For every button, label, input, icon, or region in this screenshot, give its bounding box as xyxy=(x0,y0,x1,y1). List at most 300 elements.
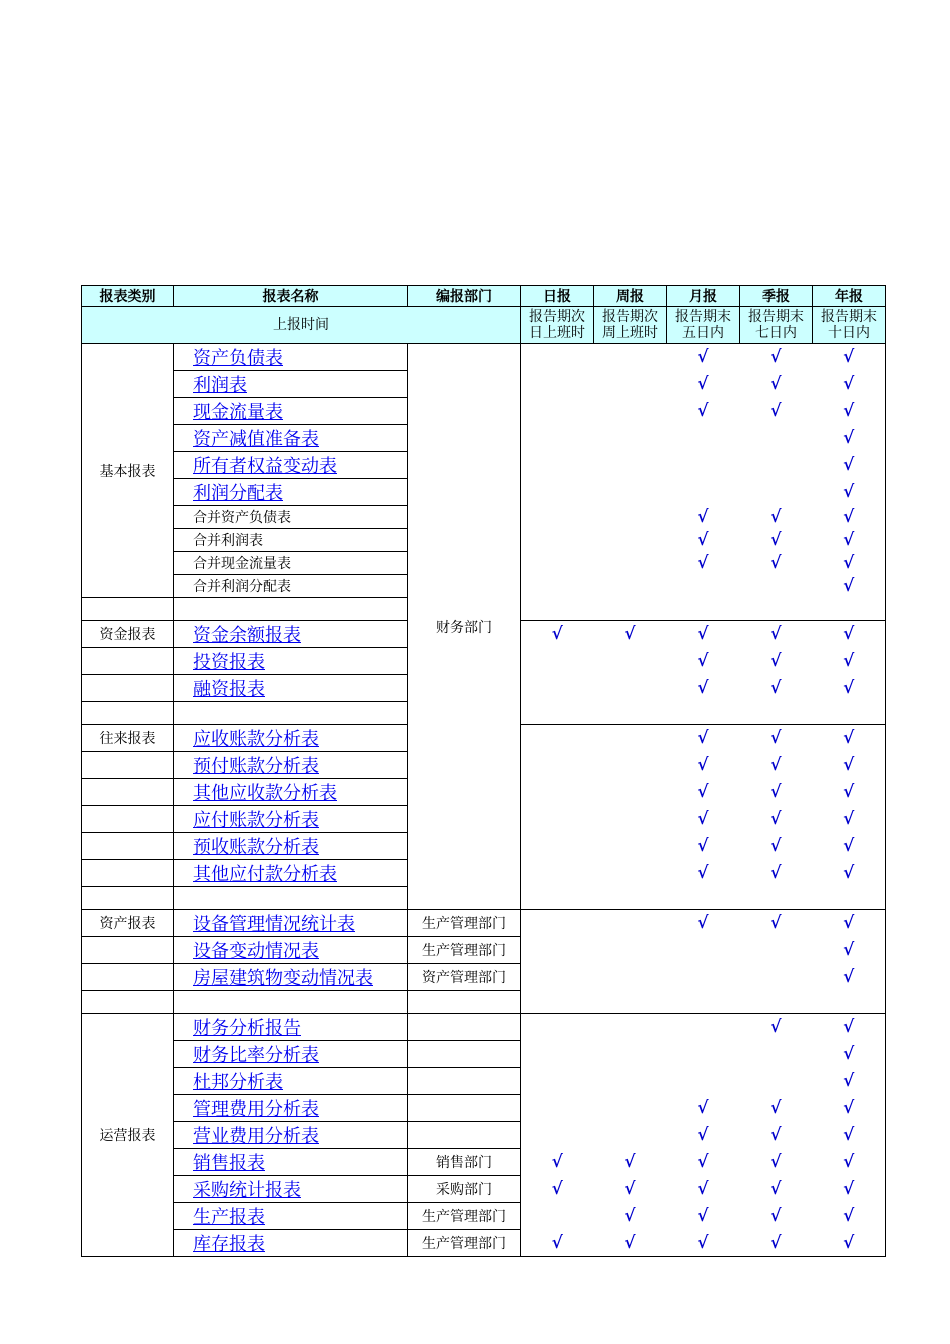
check-cell xyxy=(740,529,813,552)
check-icon: √ xyxy=(697,809,709,829)
check-icon: √ xyxy=(843,624,855,645)
check-icon: √ xyxy=(843,374,855,394)
check-icon: √ xyxy=(697,374,709,394)
check-cell xyxy=(521,479,594,506)
check-cell xyxy=(594,964,667,991)
check-cell xyxy=(667,887,740,910)
table-row xyxy=(82,910,886,937)
check-icon: √ xyxy=(770,1017,782,1038)
check-cell xyxy=(667,398,740,425)
check-cell xyxy=(740,752,813,779)
check-cell xyxy=(521,860,594,887)
report-name-cell xyxy=(174,1041,408,1068)
report-name: 合并利润分配表 xyxy=(193,579,291,595)
report-link[interactable]: 财务比率分析表 xyxy=(193,1045,319,1066)
check-cell xyxy=(667,910,740,937)
check-icon: √ xyxy=(843,1125,855,1145)
check-cell xyxy=(667,452,740,479)
report-name-cell xyxy=(174,552,408,575)
check-cell xyxy=(521,1176,594,1203)
report-link[interactable]: 资产减值准备表 xyxy=(193,429,319,450)
report-name-cell xyxy=(174,806,408,833)
report-name-cell xyxy=(174,1203,408,1230)
check-icon: √ xyxy=(551,1232,563,1253)
report-name-cell xyxy=(174,702,408,725)
check-cell xyxy=(521,529,594,552)
check-icon: √ xyxy=(843,1098,855,1118)
check-icon: √ xyxy=(770,530,782,550)
check-icon: √ xyxy=(770,782,782,802)
check-icon: √ xyxy=(697,678,709,698)
table-row xyxy=(82,937,886,964)
table-row xyxy=(82,1095,886,1122)
check-icon: √ xyxy=(697,1125,709,1145)
check-cell xyxy=(740,675,813,702)
check-cell xyxy=(594,910,667,937)
check-cell xyxy=(594,529,667,552)
check-cell xyxy=(740,833,813,860)
report-link[interactable]: 营业费用分析表 xyxy=(193,1126,319,1147)
report-link[interactable]: 预收账款分析表 xyxy=(193,837,319,858)
check-cell xyxy=(521,648,594,675)
check-cell xyxy=(521,1068,594,1095)
check-icon: √ xyxy=(697,863,709,883)
check-cell xyxy=(521,910,594,937)
check-cell xyxy=(740,621,813,648)
category-cell xyxy=(82,779,174,806)
check-cell xyxy=(740,479,813,506)
check-icon: √ xyxy=(843,678,855,698)
check-cell xyxy=(813,1203,886,1230)
check-cell xyxy=(740,1041,813,1068)
report-name-cell xyxy=(174,779,408,806)
report-name-cell xyxy=(174,1014,408,1041)
weekly-time-line1: 报告期次 xyxy=(602,309,658,325)
check-cell xyxy=(740,937,813,964)
check-cell xyxy=(521,752,594,779)
check-icon: √ xyxy=(770,374,782,394)
check-cell xyxy=(740,506,813,529)
category-cell xyxy=(82,937,174,964)
dept-cell: 生产管理部门 xyxy=(408,937,521,964)
check-icon: √ xyxy=(697,782,709,802)
check-icon: √ xyxy=(770,836,782,856)
check-cell xyxy=(740,425,813,452)
check-cell xyxy=(667,1122,740,1149)
report-name-cell xyxy=(174,344,408,371)
category-cell xyxy=(82,833,174,860)
check-icon: √ xyxy=(770,507,782,527)
daily-time-line2: 日上班时 xyxy=(529,325,585,341)
report-name-cell xyxy=(174,910,408,937)
check-cell xyxy=(594,1176,667,1203)
check-cell xyxy=(813,598,886,621)
category-cell xyxy=(82,702,174,725)
category-cell: 往来报表 xyxy=(82,725,174,752)
check-cell xyxy=(740,1068,813,1095)
check-icon: √ xyxy=(697,1098,709,1118)
check-icon: √ xyxy=(697,1232,709,1253)
check-cell xyxy=(740,552,813,575)
report-link[interactable]: 应付账款分析表 xyxy=(193,810,319,831)
report-link[interactable]: 销售报表 xyxy=(193,1153,265,1174)
report-name-cell xyxy=(174,991,408,1014)
report-name-cell xyxy=(174,887,408,910)
check-icon: √ xyxy=(697,507,709,527)
report-link[interactable]: 管理费用分析表 xyxy=(193,1099,319,1120)
report-name-cell xyxy=(174,452,408,479)
check-cell xyxy=(813,452,886,479)
check-cell xyxy=(667,860,740,887)
daily-time-line1: 报告期次 xyxy=(529,309,585,325)
check-cell xyxy=(594,452,667,479)
report-name-cell xyxy=(174,479,408,506)
report-name-cell xyxy=(174,833,408,860)
report-name-cell xyxy=(174,621,408,648)
check-cell xyxy=(740,648,813,675)
report-name-cell xyxy=(174,675,408,702)
check-cell xyxy=(667,779,740,806)
check-cell xyxy=(813,725,886,752)
check-cell xyxy=(813,344,886,371)
check-cell xyxy=(594,575,667,598)
check-cell xyxy=(594,1122,667,1149)
check-icon: √ xyxy=(624,1206,636,1226)
check-cell xyxy=(667,1176,740,1203)
check-cell xyxy=(521,702,594,725)
check-cell xyxy=(521,1203,594,1230)
category-cell xyxy=(82,991,174,1014)
check-cell xyxy=(813,648,886,675)
check-cell xyxy=(521,621,594,648)
report-link[interactable]: 杜邦分析表 xyxy=(193,1072,283,1093)
check-cell xyxy=(521,425,594,452)
check-cell xyxy=(594,425,667,452)
header-annual: 年报 xyxy=(813,286,886,307)
check-icon: √ xyxy=(697,553,709,573)
check-cell xyxy=(813,425,886,452)
check-cell xyxy=(813,860,886,887)
dept-cell xyxy=(408,1014,521,1041)
category-cell xyxy=(82,675,174,702)
check-icon: √ xyxy=(697,401,709,421)
check-cell xyxy=(740,1014,813,1041)
check-icon: √ xyxy=(843,1017,855,1038)
check-icon: √ xyxy=(624,624,636,645)
report-name-cell xyxy=(174,937,408,964)
dept-cell xyxy=(408,991,521,1014)
check-cell xyxy=(594,1203,667,1230)
check-cell xyxy=(594,598,667,621)
check-icon: √ xyxy=(770,728,782,749)
check-icon: √ xyxy=(843,553,855,573)
check-cell xyxy=(521,575,594,598)
check-cell xyxy=(740,860,813,887)
check-cell xyxy=(667,1068,740,1095)
check-icon: √ xyxy=(843,428,855,448)
check-icon: √ xyxy=(770,401,782,421)
check-cell xyxy=(740,702,813,725)
check-cell xyxy=(740,398,813,425)
report-link[interactable]: 应收账款分析表 xyxy=(193,729,319,750)
report-link[interactable]: 所有者权益变动表 xyxy=(193,456,337,477)
check-cell xyxy=(667,806,740,833)
check-cell xyxy=(667,1149,740,1176)
dept-cell xyxy=(408,1041,521,1068)
check-cell xyxy=(813,1068,886,1095)
check-icon: √ xyxy=(697,836,709,856)
category-cell: 运营报表 xyxy=(82,1014,174,1257)
report-name-cell xyxy=(174,1068,408,1095)
check-icon: √ xyxy=(770,863,782,883)
dept-cell xyxy=(408,1068,521,1095)
annual-time xyxy=(813,307,886,344)
report-link[interactable]: 融资报表 xyxy=(193,679,265,700)
check-icon: √ xyxy=(843,347,855,368)
check-cell xyxy=(740,1095,813,1122)
report-link[interactable]: 现金流量表 xyxy=(193,402,283,423)
check-cell xyxy=(594,398,667,425)
check-icon: √ xyxy=(843,755,855,775)
header-monthly: 月报 xyxy=(667,286,740,307)
check-cell xyxy=(521,1041,594,1068)
check-cell xyxy=(740,779,813,806)
check-cell xyxy=(667,964,740,991)
report-schedule-sheet xyxy=(81,285,886,1257)
dept-cell: 生产管理部门 xyxy=(408,1203,521,1230)
check-cell xyxy=(740,964,813,991)
check-icon: √ xyxy=(697,728,709,749)
check-cell xyxy=(594,752,667,779)
category-cell xyxy=(82,806,174,833)
check-cell xyxy=(813,937,886,964)
report-link[interactable]: 财务分析报告 xyxy=(193,1018,301,1039)
check-icon: √ xyxy=(770,553,782,573)
spacer-row xyxy=(82,991,886,1014)
check-cell xyxy=(594,806,667,833)
table-row xyxy=(82,1122,886,1149)
report-link[interactable]: 生产报表 xyxy=(193,1207,265,1228)
check-cell xyxy=(813,552,886,575)
report-name-cell xyxy=(174,398,408,425)
check-cell xyxy=(740,1176,813,1203)
check-icon: √ xyxy=(843,940,855,960)
report-link[interactable]: 设备变动情况表 xyxy=(193,941,319,962)
check-icon: √ xyxy=(843,1071,855,1091)
dept-cell: 生产管理部门 xyxy=(408,910,521,937)
report-link[interactable]: 库存报表 xyxy=(193,1234,265,1255)
check-cell xyxy=(521,371,594,398)
header-quarterly: 季报 xyxy=(740,286,813,307)
check-cell xyxy=(521,506,594,529)
check-cell xyxy=(813,1041,886,1068)
report-name-cell xyxy=(174,371,408,398)
category-cell xyxy=(82,964,174,991)
check-icon: √ xyxy=(843,576,855,596)
check-icon: √ xyxy=(843,913,855,934)
check-cell xyxy=(813,1095,886,1122)
table-row xyxy=(82,1041,886,1068)
check-cell xyxy=(813,675,886,702)
check-cell xyxy=(521,964,594,991)
table-row xyxy=(82,1149,886,1176)
check-icon: √ xyxy=(843,401,855,421)
check-cell xyxy=(521,1095,594,1122)
check-cell xyxy=(740,1203,813,1230)
check-cell xyxy=(594,937,667,964)
report-name-cell xyxy=(174,860,408,887)
report-link[interactable]: 设备管理情况统计表 xyxy=(193,914,355,935)
check-cell xyxy=(813,1149,886,1176)
check-icon: √ xyxy=(843,782,855,802)
check-cell xyxy=(521,1014,594,1041)
report-link[interactable]: 投资报表 xyxy=(193,652,265,673)
report-name-cell xyxy=(174,725,408,752)
check-icon: √ xyxy=(624,1152,636,1172)
check-cell xyxy=(521,887,594,910)
check-icon: √ xyxy=(697,651,709,671)
report-link[interactable]: 其他应收款分析表 xyxy=(193,783,337,804)
check-icon: √ xyxy=(624,1179,636,1199)
check-cell xyxy=(813,833,886,860)
report-name: 合并资产负债表 xyxy=(193,510,291,526)
table-row xyxy=(82,1014,886,1041)
check-cell xyxy=(740,598,813,621)
check-icon: √ xyxy=(770,809,782,829)
category-cell: 资产报表 xyxy=(82,910,174,937)
check-cell xyxy=(667,1203,740,1230)
check-cell xyxy=(521,1122,594,1149)
check-icon: √ xyxy=(843,455,855,475)
check-cell xyxy=(521,552,594,575)
check-icon: √ xyxy=(551,1179,563,1199)
report-name-cell xyxy=(174,598,408,621)
category-cell xyxy=(82,598,174,621)
check-cell xyxy=(594,344,667,371)
check-cell xyxy=(594,779,667,806)
check-cell xyxy=(740,344,813,371)
report-name-cell xyxy=(174,575,408,598)
category-cell: 基本报表 xyxy=(82,344,174,598)
check-cell xyxy=(667,598,740,621)
check-icon: √ xyxy=(551,624,563,645)
report-link[interactable]: 资产负债表 xyxy=(193,348,283,369)
quarterly-time-line2: 七日内 xyxy=(755,325,797,341)
check-cell xyxy=(521,452,594,479)
check-icon: √ xyxy=(697,1152,709,1172)
report-link[interactable]: 利润表 xyxy=(193,375,247,396)
check-cell xyxy=(667,621,740,648)
check-cell xyxy=(813,991,886,1014)
report-name-cell xyxy=(174,425,408,452)
check-cell xyxy=(667,752,740,779)
check-cell xyxy=(521,725,594,752)
check-icon: √ xyxy=(697,1206,709,1226)
check-cell xyxy=(594,702,667,725)
check-icon: √ xyxy=(843,1044,855,1064)
report-link[interactable]: 预付账款分析表 xyxy=(193,756,319,777)
table-row xyxy=(82,964,886,991)
check-icon: √ xyxy=(843,1179,855,1199)
header-name: 报表名称 xyxy=(174,286,408,307)
check-cell xyxy=(813,398,886,425)
report-link[interactable]: 其他应付款分析表 xyxy=(193,864,337,885)
check-cell xyxy=(521,675,594,702)
report-schedule-table xyxy=(81,285,886,1257)
report-name-cell xyxy=(174,1122,408,1149)
check-cell xyxy=(594,887,667,910)
check-cell xyxy=(740,1230,813,1257)
header-row xyxy=(82,286,886,307)
check-cell xyxy=(813,1014,886,1041)
report-link[interactable]: 房屋建筑物变动情况表 xyxy=(193,968,373,989)
category-cell xyxy=(82,860,174,887)
check-cell xyxy=(667,506,740,529)
check-icon: √ xyxy=(770,624,782,645)
table-row xyxy=(82,1176,886,1203)
check-cell xyxy=(521,833,594,860)
report-link[interactable]: 利润分配表 xyxy=(193,483,283,504)
check-cell xyxy=(813,910,886,937)
check-cell xyxy=(667,371,740,398)
check-cell xyxy=(740,575,813,598)
check-cell xyxy=(740,1149,813,1176)
check-icon: √ xyxy=(697,913,709,934)
check-cell xyxy=(740,371,813,398)
report-time-label: 上报时间 xyxy=(82,307,521,344)
header-daily: 日报 xyxy=(521,286,594,307)
check-cell xyxy=(740,910,813,937)
check-cell xyxy=(813,575,886,598)
check-cell xyxy=(667,1095,740,1122)
check-cell xyxy=(521,1149,594,1176)
dept-cell: 销售部门 xyxy=(408,1149,521,1176)
annual-time-line1: 报告期末 xyxy=(821,309,877,325)
check-cell xyxy=(667,675,740,702)
check-icon: √ xyxy=(770,1098,782,1118)
check-cell xyxy=(521,1230,594,1257)
category-cell: 资金报表 xyxy=(82,621,174,648)
check-icon: √ xyxy=(551,1152,563,1172)
check-cell xyxy=(813,371,886,398)
check-cell xyxy=(740,725,813,752)
check-icon: √ xyxy=(770,1125,782,1145)
check-cell xyxy=(594,725,667,752)
check-cell xyxy=(740,806,813,833)
check-icon: √ xyxy=(843,482,855,502)
report-name-cell xyxy=(174,1149,408,1176)
report-name-cell xyxy=(174,964,408,991)
check-cell xyxy=(813,1230,886,1257)
check-cell xyxy=(667,991,740,1014)
check-cell xyxy=(813,964,886,991)
check-cell xyxy=(521,779,594,806)
check-cell xyxy=(594,860,667,887)
check-cell xyxy=(594,675,667,702)
report-link[interactable]: 采购统计报表 xyxy=(193,1180,301,1201)
check-cell xyxy=(594,621,667,648)
check-cell xyxy=(813,806,886,833)
report-link[interactable]: 资金余额报表 xyxy=(193,625,301,646)
dept-cell xyxy=(408,1095,521,1122)
check-icon: √ xyxy=(770,755,782,775)
check-cell xyxy=(594,506,667,529)
dept-cell xyxy=(408,1122,521,1149)
check-cell xyxy=(813,621,886,648)
dept-cell: 采购部门 xyxy=(408,1176,521,1203)
header-category: 报表类别 xyxy=(82,286,174,307)
monthly-time-line2: 五日内 xyxy=(682,325,724,341)
